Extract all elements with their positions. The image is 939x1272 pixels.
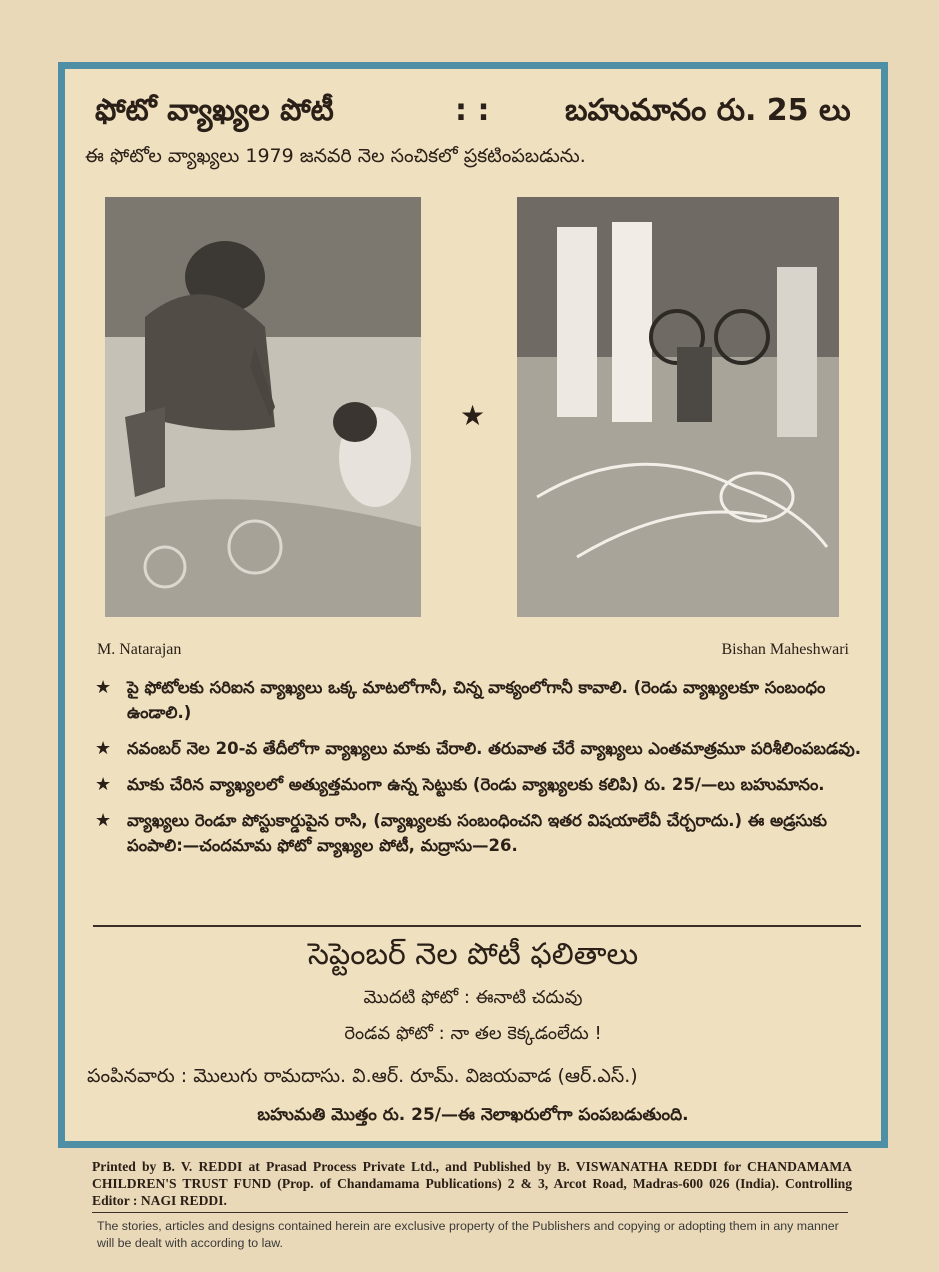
winner-sender: పంపినవారు : మొలుగు రామదాసు. వి.ఆర్. రూమ్. విజయవాడ (ఆర్.ఎస్.)	[87, 1065, 638, 1087]
rule-text: వ్యాఖ్యలు రెండూ పోస్టుకార్డుపైన రాసి, (వ్యాఖ్యలకు సంబంధించని ఇతర విషయాలేవీ చేర్చరాదు.) ఈ అడ్రసుకు పంపాలి:—చందమామ ఫోటో వ్యాఖ్యల పోటీ, మద్రాసు—26.	[127, 811, 828, 855]
section-divider	[93, 925, 861, 927]
prize-heading: బహుమానం రు. 25 లు	[565, 93, 851, 128]
contest-subtitle: ఈ ఫోటోల వ్యాఖ్యలు 1979 జనవరి నెల సంచికలో ప్రకటింపబడును.	[85, 145, 586, 167]
photo-right-rangoli-drawing	[517, 197, 839, 617]
photo-credit-right: Bishan Maheshwari	[721, 641, 849, 658]
rule-item	[93, 736, 863, 761]
rule-text: నవంబర్ నెల 20-వ తేదీలోగా వ్యాఖ్యలు మాకు చేరాలి. తరువాత చేరే వ్యాఖ్యలు ఎంతమాత్రమూ పరిశీలింపబడవు.	[127, 739, 862, 758]
rule-item	[93, 772, 863, 797]
rule-text: పై ఫోటోలకు సరిఐన వ్యాఖ్యలు ఒక్క మాటలోగానీ, చిన్న వాక్యంలోగానీ కావాలి. (రెండు వ్యాఖ్యలకూ సంబంధం ఉండాలి.)	[127, 678, 826, 722]
publisher-imprint: Printed by B. V. REDDI at Prasad Process Private Ltd., and Published by B. VISWANATHA REDDI for CHANDAMAMA CHILDREN'S TRUST FUND (Prop. of Chandamama Publications) 2 & 3, Arcot Road, Madras-600 026 (India). Controlling Editor : NAGI REDDI.	[92, 1159, 852, 1208]
contest-header	[95, 91, 855, 135]
contest-title: ఫోటో వ్యాఖ్యల పోటీ	[95, 93, 334, 128]
photo-credit-left: M. Natarajan	[97, 641, 182, 658]
rule-item	[93, 675, 863, 725]
second-photo-result: రెండవ ఫోటో : నా తల కెక్కడంలేదు !	[344, 1023, 602, 1044]
star-bullet-icon: ★	[95, 810, 112, 831]
contest-frame	[58, 62, 888, 1148]
footer-divider	[92, 1212, 848, 1213]
photo-left-child-with-cat	[105, 197, 421, 617]
first-photo-result: మొదటి ఫోటో : ఈనాటి చదువు	[363, 987, 583, 1008]
rule-item	[93, 808, 863, 858]
header-separator: : :	[455, 93, 490, 128]
photo-separator-star-icon: ★	[460, 399, 486, 432]
contest-rules	[93, 675, 863, 869]
rule-text: మాకు చేరిన వ్యాఖ్యలలో అత్యుత్తమంగా ఉన్న సెట్టుకు (రెండు వ్యాఖ్యలకు కలిపి) రు. 25/—లు బహుమానం.	[127, 775, 825, 794]
star-bullet-icon: ★	[95, 738, 112, 759]
star-bullet-icon: ★	[95, 677, 112, 698]
copyright-notice: The stories, articles and designs contained herein are exclusive property of the Publishers and copying or adopting them in any manner will be dealt with according to law.	[97, 1219, 839, 1250]
results-title: సెప్టెంబర్ నెల పోటీ ఫలితాలు	[307, 937, 639, 972]
star-bullet-icon: ★	[95, 774, 112, 795]
prize-note: బహుమతి మొత్తం రు. 25/—ఈ నెలాఖరులోగా పంపబడుతుంది.	[257, 1105, 689, 1125]
